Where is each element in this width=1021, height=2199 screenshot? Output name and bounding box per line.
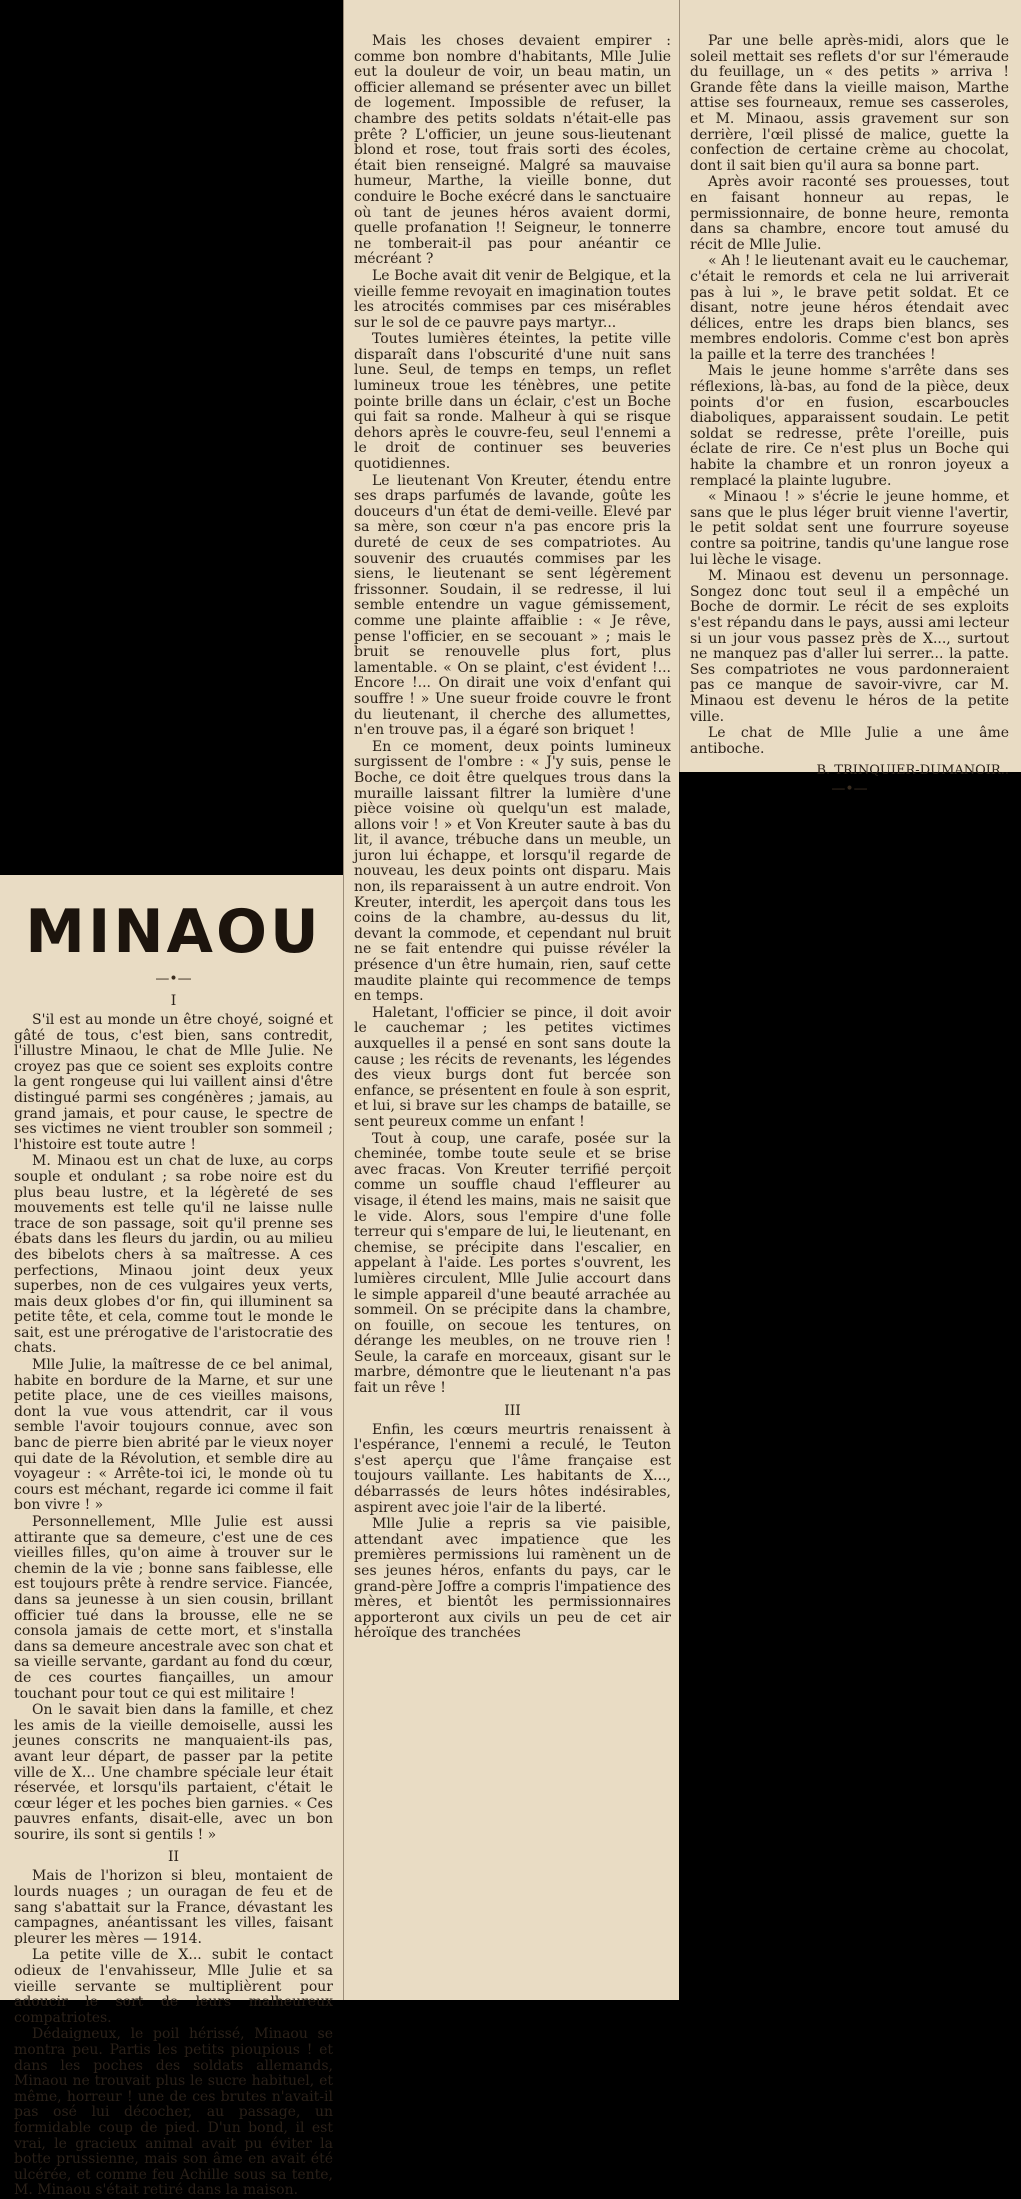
article-title: MINAOU: [25, 897, 322, 967]
paragraph: En ce moment, deux points lumineux surgissent de l'ombre : « J'y suis, pense le Boche, ce doit être quelques trous dans la muraille laissant filtrer la lumière d'une pièce voisine où quelqu'un est malade, allons voir ! » et Von Kreuter saute à bas du lit, il avance, trébuche dans un meuble, un juron lui échappe, et lorsqu'il regarde de nouveau, les deux points ont disparu. Mais non, ils reparaissent à un autre endroit. Von Kreuter, interdit, les aperçoit dans tous les coins de la chambre, au-dessus du lit, devant la commode, et cependant nul bruit ne se fait entendre qui puisse révéler la présence d'un être humain, rien, sauf cette maudite plainte qui recommence de temps en temps.: [354, 738, 671, 1005]
paragraph: M. Minaou est devenu un personnage. Songez donc tout seul il a empêché un Boche de dormir. Le récit de ses exploits s'est répandu dans le pays, aussi ami lecteur si un jour vous passez près de X..., surtout ne manquez pas d'aller lui serrer... la patte. Ses compatriotes ne vous pardonneraient pas ce manque de savoir-vivre, car M. Minaou est devenu le héros de la petite ville.: [690, 568, 1009, 725]
paragraph: La petite ville de X... subit le contact odieux de l'envahisseur, Mlle Julie et sa vieille servante se multiplièrent pour adoucir le sort de leurs malheureux compatriotes.: [14, 1947, 333, 2026]
section-number: II: [167, 1849, 180, 1866]
paragraph: Mais les choses devaient empirer : comme bon nombre d'habitants, Mlle Julie eut la douleur de voir, un beau matin, un officier allemand se présenter avec un billet de logement. Impossible de refuser, la chambre des petits soldats n'était-elle pas prête ? L'officier, un jeune sous-lieutenant blond et rose, tout frais sorti des écoles, était bien renseigné. Malgré sa mauvaise humeur, Marthe, la vieille bonne, dut conduire le Boche exécré dans le sanctuaire où tant de jeunes héros avaient dormi, quelle profanation !! Seigneur, le tonnerre ne tomberait-il pas pour anéantir ce mécréant ?: [354, 33, 671, 268]
paragraph: Mais le jeune homme s'arrête dans ses réflexions, là-bas, au fond de la pièce, deux points d'or en fusion, escarboucles diaboliques, apparaissent soudain. Le petit soldat se redresse, prête l'oreille, puis éclate de rire. Ce n'est plus un Boche qui habite la chambre et un ronron joyeux a remplacé la plainte lugubre.: [690, 363, 1009, 489]
column-middle: [344, 0, 679, 2000]
paragraph: M. Minaou est un chat de luxe, au corps souple et ondulant ; sa robe noire est du plus beau lustre, et la légèreté de ses mouvements est telle qu'il ne laisse nulle trace de son passage, soit qu'il prenne ses ébats dans les fleurs du jardin, ou au milieu des bibelots chers à sa maîtresse. A ces perfections, Minaou joint deux yeux superbes, non de ces vulgaires yeux verts, mais deux globes d'or fin, qui illuminent sa petite tête, et cela, comme tout le monde le sait, est une prérogative de l'aristocratie des chats.: [14, 1153, 333, 1357]
title-ornament: —•—: [155, 971, 192, 987]
column-right: [680, 0, 1021, 797]
paragraph: Mlle Julie, la maîtresse de ce bel animal, habite en bordure de la Marne, et sur une petite place, une de ces vieilles maisons, dont la vue vous attendrit, car il vous semble l'avoir toujours connue, avec son banc de pierre bien abrité par le vieux noyer qui date de la Révolution, et semble dire au voyageur : « Arrête-toi ici, le monde où tu cours est méchant, regarde ici comme il fait bon vivre ! »: [14, 1357, 333, 1514]
paragraph: Mais de l'horizon si bleu, montaient de lourds nuages ; un ouragan de feu et de sang s'abattait sur la France, dévastant les campagnes, anéantissant les villes, faisant pleurer les mères — 1914.: [14, 1868, 333, 1947]
paragraph: Le chat de Mlle Julie a une âme antiboche.: [690, 725, 1009, 757]
paragraph: On le savait bien dans la famille, et chez les amis de la vieille demoiselle, aussi les jeunes conscrits ne manquaient-ils pas, avant leur départ, de passer par la petite ville de X... Une chambre spéciale leur était réservée, et lorsqu'ils partaient, c'était le cœur léger et les poches bien garnies. « Ces pauvres enfants, disait-elle, avec un bon sourire, ils sont si gentils ! »: [14, 1702, 333, 1843]
paragraph: Le Boche avait dit venir de Belgique, et la vieille femme revoyait en imagination toutes les atrocités commises par ces misérables sur le sol de ce pauvre pays martyr...: [354, 267, 671, 331]
paragraph: Tout à coup, une carafe, posée sur la cheminée, tombe toute seule et se brise avec fracas. Von Kreuter terrifié perçoit comme un souffle chaud l'effleurer au visage, il étend les mains, mais ne saisit que le vide. Alors, sous l'empire d'une folle terreur qui s'empare de lui, le lieutenant, en chemise, se précipite dans l'escalier, en appelant à l'aide. Les portes s'ouvrent, les lumières circulent, Mlle Julie accourt dans le simple appareil d'une beauté arrachée au sommeil. On se précipite dans la chambre, on fouille, on secoue les tentures, on dérange les meubles, on ne trouve rien ! Seule, la carafe en morceaux, gisant sur le marbre, démontre que le lieutenant n'a pas fait un rêve !: [354, 1130, 671, 1397]
paragraph: Haletant, l'officier se pince, il doit avoir le cauchemar ; les petites victimes auxquelles il a pensé en sont sans doute la cause ; les récits de revenants, les légendes des vieux burgs dont fut bercée son enfance, se présentent en foule à son esprit, et lui, si brave sur les champs de bataille, se sent peureux comme un enfant !: [354, 1004, 671, 1130]
section-number: I: [170, 993, 177, 1009]
paragraph: Le lieutenant Von Kreuter, étendu entre ses draps parfumés de lavande, goûte les douceurs d'un état de demi-veille. Elevé par sa mère, son cœur n'a pas encore pris la dureté de ceux de ses compatriotes. Au souvenir des cruautés commises par les siens, le lieutenant se sent légèrement frissonner. Soudain, il se redresse, il lui semble entendre un vague gémissement, comme une plainte affaiblie : « Je rêve, pense l'officier, en se secouant » ; mais le bruit se renouvelle plus fort, plus lamentable. « On se plaint, c'est évident !... Encore !... On dirait une voix d'enfant qui souffre ! » Une sueur froide couvre le front du lieutenant, il cherche des allumettes, n'en trouve pas, il a égaré son briquet !: [354, 472, 671, 739]
paragraph: S'il est au monde un être choyé, soigné et gâté de tous, c'est bien, sans contredit, l'illustre Minaou, le chat de Mlle Julie. Ne croyez pas que ce soient ses exploits contre la gent rongeuse qui lui vaillent ainsi d'être distingué parmi ses congénères ; jamais, au grand jamais, et pour cause, le spectre de ses victimes ne vient troubler son sommeil ; l'histoire est toute autre !: [14, 1012, 333, 1153]
column-left: [0, 875, 343, 2199]
paragraph: Enfin, les cœurs meurtris renaissent à l'espérance, l'ennemi a reculé, le Teuton s'est aperçu que l'âme française est toujours vaillante. Les habitants de X..., débarrassés de leurs hôtes indésirables, aspirent avec joie l'air de la liberté.: [354, 1421, 671, 1516]
paragraph: « Ah ! le lieutenant avait eu le cauchemar, c'était le remords et cela ne lui arriverait pas à lui », le brave petit soldat. Et ce disant, notre jeune héros étendait avec délices, entre les draps bien blancs, ses membres endoloris. Comme c'est bon après la paille et la terre des tranchées !: [690, 253, 1009, 363]
paragraph: « Minaou ! » s'écrie le jeune homme, et sans que le plus léger bruit vienne l'avertir, le petit soldat sent une fourrure soyeuse contre sa poitrine, tandis qu'une langue rose lui lèche le visage.: [690, 489, 1009, 568]
author-signature: B. TRINQUIER-DUMANOIR..: [816, 763, 1009, 779]
paragraph: Par une belle après-midi, alors que le soleil mettait ses reflets d'or sur l'émeraude du feuillage, un « des petits » arriva ! Grande fête dans la vieille maison, Marthe attise ses fourneaux, remue ses casseroles, et M. Minaou, assis gravement sur son derrière, l'œil plissé de malice, guette la confection de certaine crème au chocolat, dont il sait bien qu'il aura sa bonne part.: [690, 33, 1009, 174]
paragraph: Dédaigneux, le poil hérissé, Minaou se montra peu. Partis les petits pioupious ! et dans les poches des soldats allemands, Minaou ne trouvait plus le sucre habituel, et même, horreur ! une de ces brutes n'avait-il pas osé lui décocher, au passage, un formidable coup de pied. D'un bond, il est vrai, le gracieux animal avait pu éviter la botte prussienne, mais son âme en avait été ulcérée, et comme feu Achille sous sa tente, M. Minaou s'était retiré dans la maison.: [14, 2026, 333, 2199]
section-number: III: [504, 1402, 521, 1419]
column-divider: [343, 0, 344, 2000]
paragraph: Après avoir raconté ses prouesses, tout en faisant honneur au repas, le permissionnaire, de bonne heure, remonta dans sa chambre, encore tout amusé du récit de Mlle Julie.: [690, 174, 1009, 253]
paragraph: Personnellement, Mlle Julie est aussi attirante que sa demeure, c'est une de ces vieilles filles, qu'on aime à trouver sur le chemin de la vie ; bonne sans faiblesse, elle est toujours prête à rendre service. Fiancée, dans sa jeunesse à un sien cousin, brillant officier tué dans la brousse, elle ne se consola jamais de cette mort, et s'installa dans sa demeure ancestrale avec son chat et sa vieille servante, gardant au fond du cœur, de ces courtes fiançailles, un amour touchant pour tout ce qui est militaire !: [14, 1514, 333, 1702]
end-ornament: —•—: [831, 780, 868, 797]
paragraph: Toutes lumières éteintes, la petite ville disparaît dans l'obscurité d'une nuit sans lune. Seul, de temps en temps, un reflet lumineux troue les ténèbres, une petite pointe brille dans un éclair, c'est un Boche qui fait sa ronde. Malheur à qui se risque dehors après le couvre-feu, seul l'ennemi a le droit de continuer ses beuveries quotidiennes.: [354, 331, 671, 473]
paragraph: Mlle Julie a repris sa vie paisible, attendant avec impatience que les premières permissions lui ramènent un de ses jeunes héros, enfants du pays, car le grand-père Joffre a compris l'impatience des mères, et bientôt les permissionnaires apporteront aux civils un peu de cet air héroïque des tranchées: [354, 1516, 671, 1642]
column-divider: [679, 0, 680, 772]
